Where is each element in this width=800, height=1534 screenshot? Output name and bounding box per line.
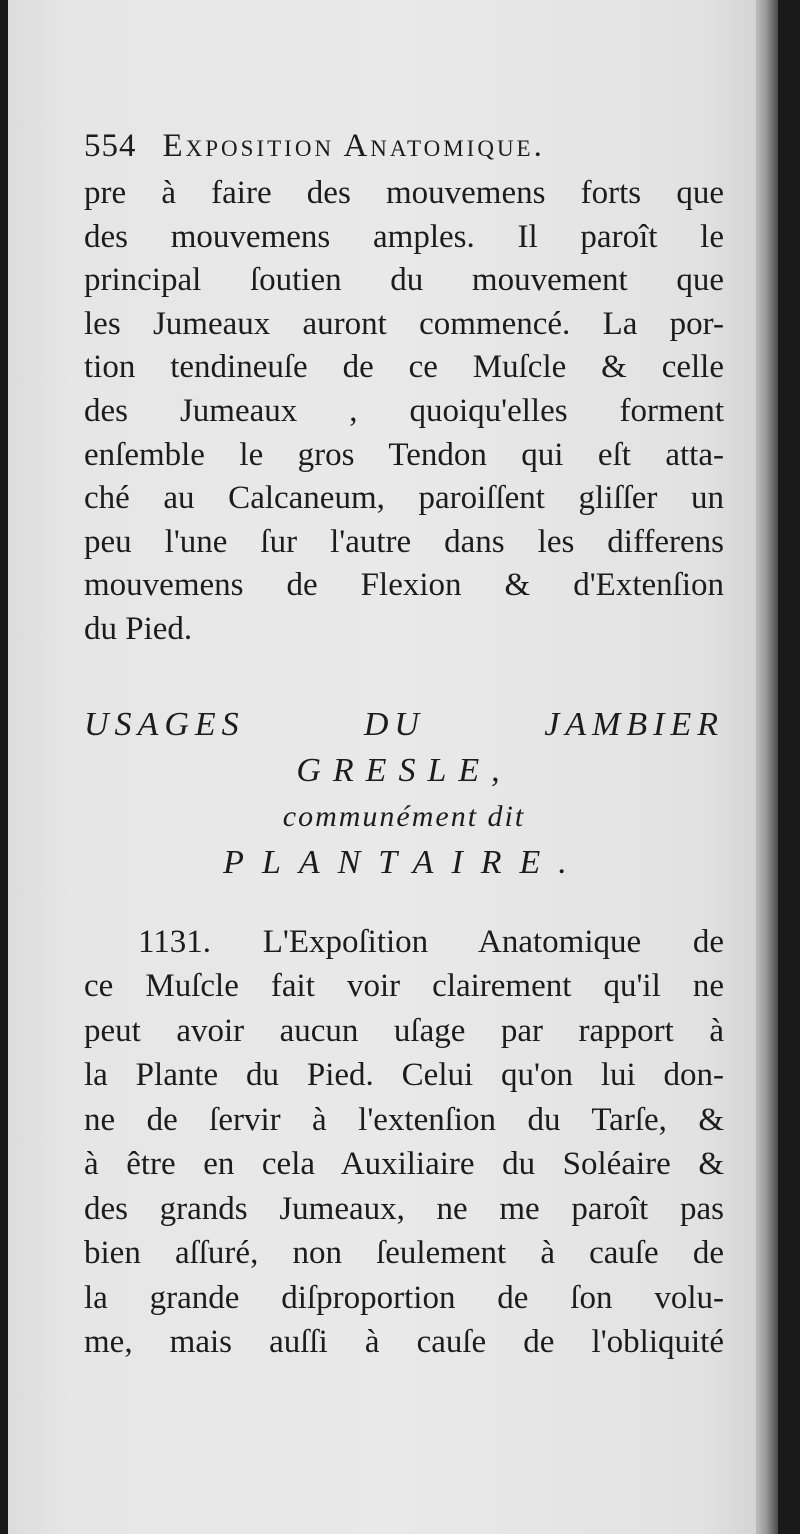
text-line: du Pied. <box>84 610 193 647</box>
text-line: tion tendineuſe de ce Muſcle & celle <box>84 349 724 386</box>
paragraph-1 <box>84 172 724 652</box>
text-line: à être en cela Auxiliaire du Soléaire & <box>84 1146 724 1183</box>
text-line: ne de ſervir à l'extenſion du Tarſe, & <box>84 1101 724 1138</box>
section-heading-line-1: USAGES DU JAMBIER <box>84 705 724 743</box>
text-line: peut avoir aucun uſage par rapport à <box>84 1012 724 1049</box>
text-line: des grands Jumeaux, ne me paroît pas <box>84 1190 724 1227</box>
text-line: 1131. L'Expoſition Anatomique de <box>138 923 724 960</box>
running-title: Exposition Anatomique. <box>162 128 545 164</box>
paragraph-1131 <box>84 920 724 1365</box>
text-line: ce Muſcle fait voir clairement qu'il ne <box>84 968 724 1005</box>
section-heading-line-4: PLANTAIRE. <box>223 843 585 881</box>
text-line: me, mais auſſi à cauſe de l'obliquité <box>84 1324 724 1361</box>
page-edge-shadow <box>756 0 778 1534</box>
book-page <box>8 0 778 1534</box>
text-line: enſemble le gros Tendon qui eſt atta- <box>84 436 724 473</box>
section-heading <box>84 702 724 886</box>
text-line: bien aſſuré, non ſeulement à cauſe de <box>84 1235 724 1272</box>
text-line: ché au Calcaneum, paroiſſent gliſſer un <box>84 480 724 517</box>
running-header <box>84 128 724 164</box>
text-line: principal ſoutien du mouvement que <box>84 262 724 299</box>
text-line: pre à faire des mouvemens forts que <box>84 175 724 211</box>
text-line: mouvemens de Flexion & d'Extenſion <box>84 567 724 604</box>
text-line: la grande diſproportion de ſon volu- <box>84 1279 724 1316</box>
section-heading-line-3: communément dit <box>282 799 526 833</box>
text-line: des mouvemens amples. Il paroît le <box>84 218 724 255</box>
text-line: la Plante du Pied. Celui qu'on lui don- <box>84 1057 724 1094</box>
text-line: des Jumeaux , quoiqu'elles forment <box>84 392 724 429</box>
text-line: peu l'une ſur l'autre dans les differens <box>84 523 724 560</box>
text-block <box>84 128 724 1365</box>
section-heading-line-2: GRESLE, <box>296 751 512 789</box>
text-line: les Jumeaux auront commencé. La por- <box>84 305 724 342</box>
page-number: 554 <box>84 128 137 164</box>
